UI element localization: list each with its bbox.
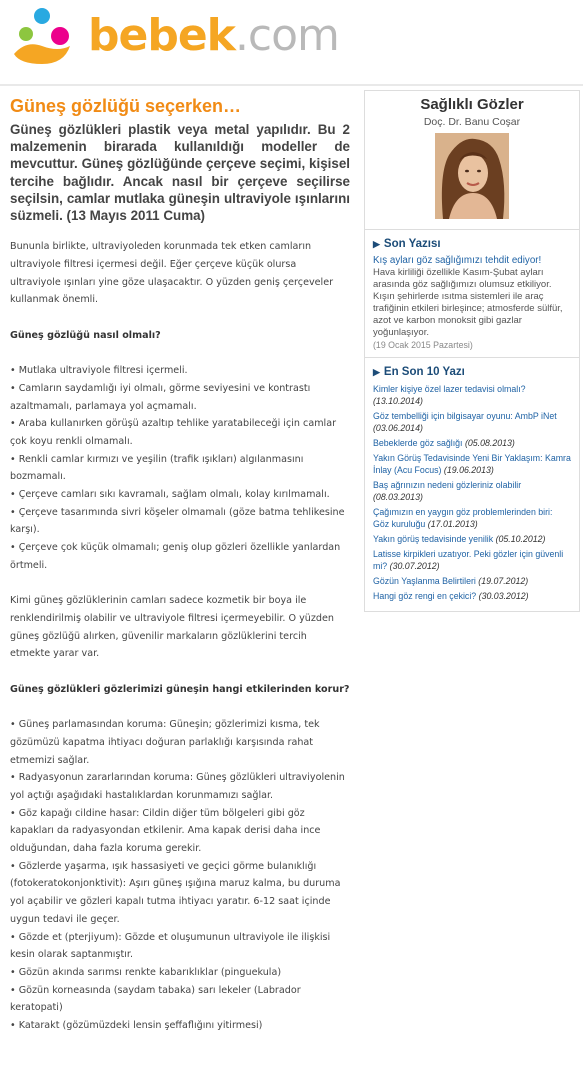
list-item: • Güneş parlamasından koruma: Güneşin; gözlerimizi kısma, tek gözümüzü kapatma ihtiyacı doğuran parlaklığı karşısında rahat etmemizi sağlar. — [10, 719, 320, 766]
latest-post-date: (19 Ocak 2015 Pazartesi) — [373, 340, 473, 350]
post-date: (17.01.2013) — [427, 519, 478, 529]
triangle-right-icon: ▶ — [373, 367, 380, 377]
post-date: (03.06.2014) — [373, 423, 423, 433]
article-paragraph: Bununla birlikte, ultraviyoleden korunmada tek etken camların ultraviyole filtresi içermesi değil. Eğer çerçeve küçük olursa ultraviyole ışınları yine göze ulaşacaktır. O yüzden geniş çerçeveler kullanmak önemli. — [10, 241, 334, 306]
post-title[interactable]: Çağımızın en yaygın göz problemlerinden biri: Göz kuruluğu — [373, 507, 553, 529]
bebek-logo-icon[interactable] — [6, 6, 78, 68]
post-date: (19.07.2012) — [478, 576, 529, 586]
post-title[interactable]: Kimler kişiye özel lazer tedavisi olmalı? — [373, 384, 526, 394]
post-title[interactable]: Latisse kirpikleri uzatıyor. Peki gözler için güvenli mi? — [373, 549, 564, 571]
column-title[interactable]: Sağlıklı Gözler — [420, 96, 524, 113]
list-item: • Çerçeve tasarımında sivri köşeler olmamalı (göze batma tehlikesine karşı). — [10, 506, 345, 536]
recent-post-link[interactable] — [373, 590, 571, 602]
section-heading — [373, 237, 571, 251]
site-header — [0, 0, 583, 80]
article-subheading: Güneş gözlüğü nasıl olmalı? — [10, 329, 161, 341]
post-date: (30.03.2012) — [478, 591, 529, 601]
site-logo-text[interactable] — [88, 6, 339, 66]
post-date: (05.10.2012) — [495, 534, 546, 544]
article-title: Güneş gözlüğü seçerken… — [10, 96, 242, 116]
recent-post-link[interactable] — [373, 410, 571, 434]
list-item: • Göz kapağı cildine hasar: Cildin diğer tüm bölgeleri gibi göz kapakları da radyasyondan etkilenir. Ama kapak derisi daha ince olduğundan, daha fazla koruma gerekir. — [10, 807, 321, 855]
latest-post-summary: Hava kirliliği özellikle Kasım-Şubat ayları arasında göz sağlığımızı olumsuz etkiliyor. Kışın şehirlerde ısıtma sistemleri ile araç trafiğinin etkileri birleşince; atmosferde sülfür, azot ve karbon monoksit gibi gazlar yoğunlaşıyor. — [373, 267, 563, 338]
section-heading — [373, 365, 571, 379]
author-profile — [365, 91, 579, 229]
recent-post-link[interactable] — [373, 575, 571, 587]
post-date: (05.08.2013) — [464, 438, 515, 448]
post-date: (30.07.2012) — [389, 561, 440, 571]
recent-post-link[interactable] — [373, 533, 571, 545]
post-title[interactable]: Göz tembelliği için bilgisayar oyunu: AmbP iNet — [373, 411, 557, 421]
list-item: • Gözün akında sarımsı renkte kabarıklıklar (pinguekula) — [10, 966, 282, 978]
list-item: • Radyasyonun zararlarından koruma: Güneş gözlükleri ultraviyolenin yol açtığı aşağıdaki hastalıklardan korunmamızı sağlar. — [10, 772, 345, 801]
article-body — [10, 238, 350, 1035]
post-title[interactable]: Baş ağrınızın nedeni gözleriniz olabilir — [373, 480, 522, 490]
post-date: (19.06.2013) — [443, 465, 494, 475]
list-item: • Gözün korneasında (saydam tabaka) sarı lekeler (Labrador keratopati) — [10, 984, 301, 1014]
post-title[interactable]: Gözün Yaşlanma Belirtileri — [373, 576, 476, 586]
sidebar — [364, 90, 580, 612]
post-title[interactable]: Bebeklerde göz sağlığı — [373, 438, 463, 448]
recent-post-link[interactable] — [373, 437, 571, 449]
header-divider — [0, 84, 583, 86]
list-item: • Çerçeve camları sıkı kavramalı, sağlam olmalı, kolay kırılmamalı. — [10, 489, 330, 501]
logo-tld: .com — [234, 10, 339, 61]
list-item: • Gözde et (pterjiyum): Gözde et oluşumunun ultraviyole ile ilişkisi kesin olarak saptanmıştır. — [10, 931, 331, 961]
section-heading-label: Son Yazısı — [383, 238, 441, 250]
list-item: • Mutlaka ultraviyole filtresi içermeli. — [10, 365, 188, 377]
latest-post-link[interactable]: Kış ayları göz sağlığımızı tehdit ediyor! — [373, 255, 542, 266]
post-date: (13.10.2014) — [373, 396, 423, 406]
recent-posts-section — [365, 357, 579, 611]
logo-name: bebek — [88, 10, 235, 61]
sidebar-box — [364, 90, 580, 612]
list-item: • Camların saydamlığı iyi olmalı, görme seviyesini ve kontrastı azaltmamalı, parlamaya yol açmamalı. — [10, 382, 311, 412]
recent-post-link[interactable] — [373, 548, 571, 572]
list-item: • Katarakt (gözümüzdeki lensin şeffaflığını yitirmesi) — [10, 1020, 263, 1032]
list-item: • Gözlerde yaşarma, ışık hassasiyeti ve geçici görme bulanıklığı (fotokeratokonjonktivit): Aşırı güneş ışığına maruz kalma, bu duruma yol açabilir ve gözleri kapalı tutma ihtiyacı yaratır. 6-12 saat içinde uygun tedavi ile geçer. — [10, 860, 341, 925]
recent-post-link[interactable] — [373, 506, 571, 530]
article-subheading: Güneş gözlükleri gözlerimizi güneşin hangi etkilerinden korur? — [10, 683, 350, 695]
post-title[interactable]: Yakın görüş tedavisinde yenilik — [373, 534, 494, 544]
post-date: (08.03.2013) — [373, 492, 423, 502]
article-paragraph: Kimi güneş gözlüklerinin camları sadece kozmetik bir boya ile renklendirilmiş olabilir ve ultraviyole filtresi içermeyebilir. O yüzden güneş gözlüğü alırken, güvenilir markaların gözlüklerini tercih etmekte yarar var. — [10, 595, 334, 660]
list-item: • Çerçeve çok küçük olmamalı; geniş olup gözleri özellikle yanlardan örtmeli. — [10, 542, 341, 571]
recent-post-link[interactable] — [373, 383, 571, 407]
post-title[interactable]: Yakın Görüş Tedavisinde Yeni Bir Yaklaşım: Kamra İnlay (Acu Focus) — [373, 453, 571, 475]
list-item: • Araba kullanırken görüşü azaltıp tehlike yaratabileceği için camlar çok koyu renkli olmamalı. — [10, 418, 337, 447]
author-photo[interactable] — [435, 133, 509, 219]
list-item: • Renkli camlar kırmızı ve yeşilin (trafik ışıkları) algılanmasını bozmamalı. — [10, 453, 304, 483]
article-lead: Güneş gözlükleri plastik veya metal yapılıdır. Bu 2 malzemenin birarada kullanıldığı modeller de mevcuttur. Güneş gözlüğünde çerçeve seçimi, kişisel tercihe bağlıdır. Ancak nasıl bir çerçeve seçilirse seçilsin, camlar mutlaka güneşin ultraviyole ışınlarını süzmeli. (13 Mayıs 2011 Cuma) — [10, 122, 350, 224]
section-heading-label: En Son 10 Yazı — [383, 366, 465, 378]
recent-post-link[interactable] — [373, 479, 571, 503]
post-title[interactable]: Hangi göz rengi en çekici? — [373, 591, 477, 601]
article — [10, 96, 350, 1035]
recent-post-link[interactable] — [373, 452, 571, 476]
triangle-right-icon: ▶ — [373, 239, 380, 249]
author-name[interactable]: Doç. Dr. Banu Coşar — [423, 116, 521, 128]
son-yazisi-section — [365, 229, 579, 357]
